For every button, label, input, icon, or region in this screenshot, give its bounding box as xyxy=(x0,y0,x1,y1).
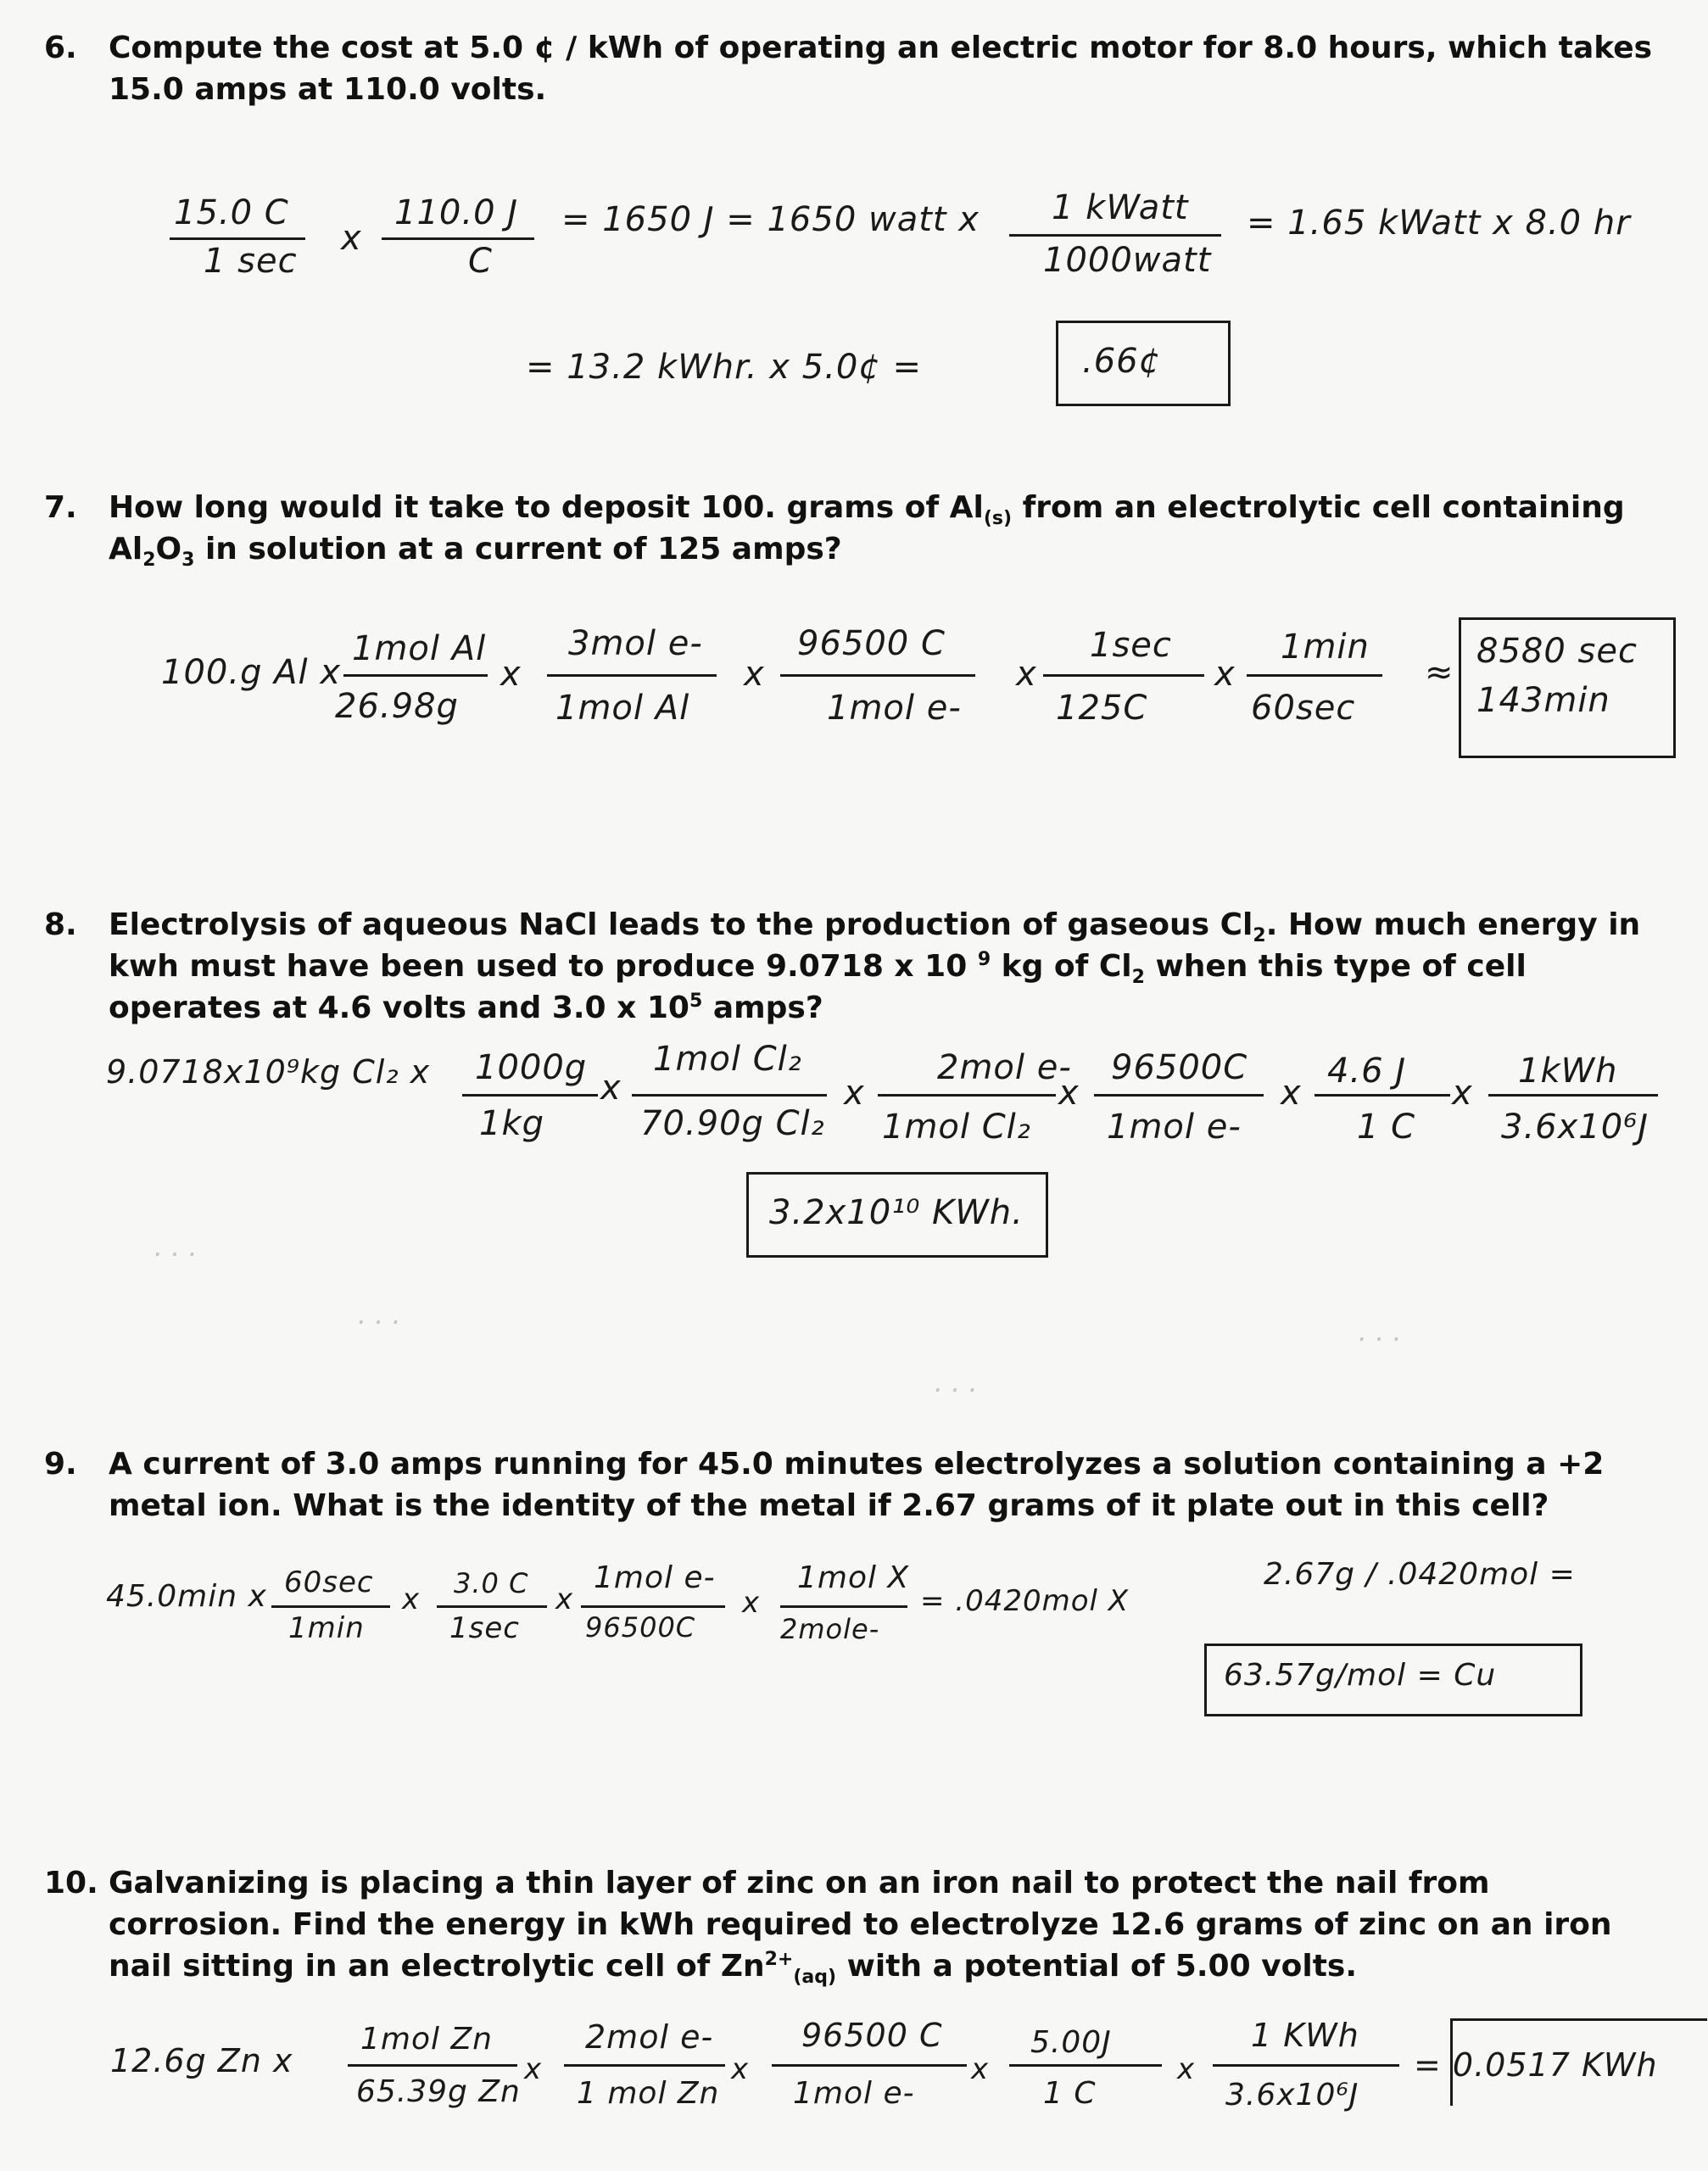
fraction-bar xyxy=(1043,674,1204,677)
question-number: 7. xyxy=(44,490,77,525)
equation-result: = .0420mol X xyxy=(920,1584,1130,1618)
fraction-numerator: 1mol Al xyxy=(352,629,487,668)
fraction-numerator: 110.0 J xyxy=(394,193,519,232)
answer-box xyxy=(1414,2018,1707,2106)
answer-box xyxy=(746,1172,1048,1258)
given-quantity: 45.0min x xyxy=(106,1579,267,1614)
fraction-denominator: 2mole- xyxy=(780,1613,880,1645)
fraction-denominator: 1 C xyxy=(1357,1108,1416,1147)
times-sign: x xyxy=(1016,655,1037,694)
fraction-numerator: 1mol Zn xyxy=(360,2022,493,2057)
fraction-denominator: 65.39g Zn xyxy=(356,2074,521,2109)
fraction-denominator: 70.90g Cl₂ xyxy=(640,1104,825,1143)
fraction-bar xyxy=(772,2064,967,2067)
question-text: Galvanizing is placing a thin layer of zinc on an iron nail to protect the nail from corrosion. Find the energy in kWh required to electrolyze 12.6 grams of zinc on an iron nail sitting in an electrolytic cell of $Zn^{2+}_{(aq)}$ with a potential of 5.00 volts. xyxy=(109,1866,1612,1989)
question-number: 9. xyxy=(44,1447,77,1482)
times-sign: x xyxy=(844,1074,865,1113)
question-text: How long would it take to deposit 100. grams of $Al_{(s)}$ from an electrolytic cell containing $Al_2O_3$ in solution at a current of 125 amps? xyxy=(109,490,1625,572)
fraction-numerator: 4.6 J xyxy=(1327,1052,1407,1091)
equation-step: = 1.65 kWatt x 8.0 hr xyxy=(1247,204,1631,243)
times-sign: x xyxy=(1214,655,1236,694)
fraction-denominator: 96500C xyxy=(585,1611,696,1644)
fraction-denominator: 1 mol Zn xyxy=(577,2076,720,2111)
fraction-bar xyxy=(462,1094,598,1097)
times-sign: x xyxy=(971,2052,990,2086)
question-number: 10. xyxy=(44,1866,98,1900)
fraction-denominator: 26.98g xyxy=(335,687,459,726)
fraction-numerator: 1 kWatt xyxy=(1052,188,1189,227)
fraction-denominator: 1mol e- xyxy=(827,689,962,728)
fraction-numerator: 96500 C xyxy=(801,2017,943,2054)
fraction-numerator: 1kWh xyxy=(1518,1052,1618,1091)
fraction-numerator: 1mol Cl₂ xyxy=(653,1040,802,1079)
times-sign: x xyxy=(1452,1074,1473,1113)
fraction-bar xyxy=(1314,1094,1450,1097)
answer: 63.57g/mol = Cu xyxy=(1224,1658,1497,1693)
fraction-denominator: 1 C xyxy=(1043,2076,1097,2111)
fraction-denominator: 1mol e- xyxy=(1107,1108,1242,1147)
fraction-bar xyxy=(581,1605,725,1608)
fraction-denominator: 1mol e- xyxy=(793,2076,915,2111)
fraction-numerator: 2mol e- xyxy=(585,2018,714,2056)
fraction-bar xyxy=(343,674,488,677)
fraction-numerator: 1min xyxy=(1281,628,1370,667)
fraction-bar xyxy=(547,674,717,677)
erased-scratch: · · · xyxy=(356,1306,399,1338)
fraction-bar xyxy=(1488,1094,1658,1097)
question-9 xyxy=(44,1443,1655,1526)
answer-box xyxy=(1204,1644,1582,1716)
answer: .66¢ xyxy=(1082,342,1162,381)
fraction-bar xyxy=(1247,674,1382,677)
fraction-bar xyxy=(1009,2064,1162,2067)
fraction-denominator: 1mol Al xyxy=(555,689,690,728)
approx-sign: ≈ xyxy=(1425,653,1454,692)
fraction-numerator: 1000g xyxy=(475,1048,588,1087)
fraction-denominator: 1mol Cl₂ xyxy=(882,1108,1031,1147)
fraction-bar xyxy=(1094,1094,1264,1097)
fraction-denominator: 1000watt xyxy=(1043,241,1212,280)
fraction-numerator: 96500C xyxy=(1111,1048,1248,1087)
fraction-denominator: 3.6x10⁶J xyxy=(1225,2078,1359,2112)
erased-scratch: · · · xyxy=(153,1238,196,1270)
question-text: Electrolysis of aqueous NaCl leads to the production of gaseous $Cl_2$. How much energy in kwh must have been used to produce 9.0718 x 10 $^9$ kg of $Cl_2$ when this type of cell operates at 4.6 volts and 3.0 x $10^5$ amps? xyxy=(109,907,1641,1025)
fraction-numerator: 1 KWh xyxy=(1251,2017,1359,2054)
fraction-bar xyxy=(271,1605,390,1608)
fraction-bar xyxy=(1009,234,1221,237)
fraction-bar xyxy=(564,2064,725,2067)
fraction-bar xyxy=(1213,2064,1399,2067)
given-quantity: 9.0718x10⁹kg Cl₂ x xyxy=(106,1053,431,1091)
times-sign: x xyxy=(1058,1074,1080,1113)
fraction-denominator: 1min xyxy=(288,1611,365,1645)
fraction-numerator: 2mol e- xyxy=(937,1048,1072,1087)
fraction-denominator: 125C xyxy=(1056,689,1148,728)
times-sign: x xyxy=(402,1582,421,1616)
answer: 8580 sec xyxy=(1476,632,1638,671)
fraction-numerator: 1sec xyxy=(1090,626,1172,665)
fraction-denominator: 3.6x10⁶J xyxy=(1501,1108,1649,1147)
times-sign: x xyxy=(600,1069,622,1108)
fraction-denominator: C xyxy=(468,242,493,281)
fraction-denominator: 1kg xyxy=(479,1104,545,1143)
question-10 xyxy=(44,1862,1655,1987)
times-sign: x xyxy=(341,219,362,258)
calculation-step: 2.67g / .0420mol = xyxy=(1264,1557,1576,1592)
fraction-numerator: 3mol e- xyxy=(568,624,703,663)
fraction-bar xyxy=(878,1094,1056,1097)
times-sign: x xyxy=(731,2052,750,2086)
answer-box xyxy=(1056,321,1231,406)
fraction-numerator: 5.00J xyxy=(1030,2025,1112,2060)
fraction-bar xyxy=(382,237,534,240)
question-text: Compute the cost at 5.0 ¢ / kWh of operating an electric motor for 8.0 hours, which takes 15.0 amps at 110.0 volts. xyxy=(109,31,1653,107)
times-sign: x xyxy=(555,1582,574,1616)
times-sign: x xyxy=(742,1586,761,1620)
fraction-numerator: 1mol e- xyxy=(594,1560,716,1595)
answer-box xyxy=(1459,617,1676,758)
times-sign: x xyxy=(524,2052,543,2086)
given-quantity: 12.6g Zn x xyxy=(110,2042,293,2079)
times-sign: x xyxy=(1177,2052,1196,2086)
question-6 xyxy=(44,27,1655,110)
fraction-denominator: 60sec xyxy=(1251,689,1356,728)
question-number: 8. xyxy=(44,907,77,942)
fraction-bar xyxy=(780,1605,907,1608)
times-sign: x xyxy=(1281,1074,1302,1113)
given-quantity: 100.g Al x xyxy=(161,653,342,692)
fraction-numerator: 15.0 C xyxy=(174,193,289,232)
erased-scratch: · · · xyxy=(933,1374,976,1406)
erased-scratch: · · · xyxy=(1357,1323,1400,1355)
question-text: A current of 3.0 amps running for 45.0 minutes electrolyzes a solution containing a +2 metal ion. What is the identity of the metal if 2.67 grams of it plate out in this cell? xyxy=(109,1447,1605,1523)
fraction-denominator: 1sec xyxy=(449,1611,520,1645)
fraction-bar xyxy=(780,674,975,677)
fraction-bar xyxy=(632,1094,827,1097)
times-sign: x xyxy=(744,655,765,694)
fraction-bar xyxy=(348,2064,517,2067)
equation-step: = 13.2 kWhr. x 5.0¢ = xyxy=(526,348,922,387)
fraction-numerator: 96500 C xyxy=(797,624,946,663)
equation-step: = 1650 J = 1650 watt x xyxy=(561,200,980,239)
answer: 143min xyxy=(1476,681,1610,720)
answer: = 0.0517 KWh xyxy=(1414,2046,1658,2084)
fraction-numerator: 60sec xyxy=(284,1565,374,1599)
fraction-numerator: 3.0 C xyxy=(454,1567,529,1599)
question-8 xyxy=(44,904,1655,1029)
question-7 xyxy=(44,487,1655,570)
fraction-bar xyxy=(437,1605,547,1608)
fraction-bar xyxy=(170,237,305,240)
fraction-denominator: 1 sec xyxy=(204,242,298,281)
times-sign: x xyxy=(500,655,522,694)
question-number: 6. xyxy=(44,31,77,65)
answer: 3.2x10¹⁰ KWh. xyxy=(769,1193,1024,1232)
fraction-numerator: 1mol X xyxy=(797,1560,910,1595)
